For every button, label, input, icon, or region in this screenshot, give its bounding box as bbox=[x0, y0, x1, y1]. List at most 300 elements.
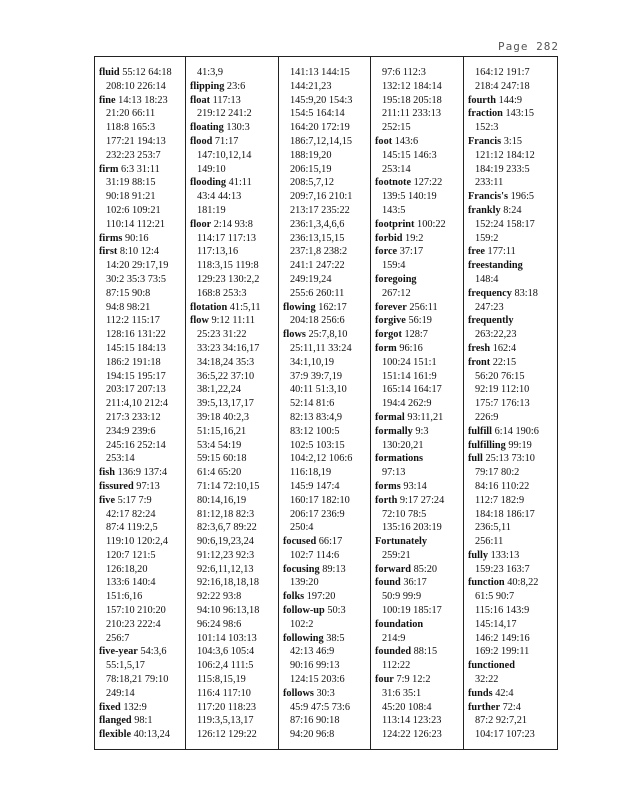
index-entry-continuation bbox=[468, 218, 554, 232]
index-term: flowing bbox=[283, 301, 316, 313]
index-entry-continuation bbox=[99, 383, 185, 397]
page-line-refs: 118:8 165:3 bbox=[106, 122, 156, 134]
index-entry-continuation bbox=[99, 673, 185, 687]
index-entry bbox=[375, 342, 461, 356]
index-entry-continuation bbox=[375, 107, 461, 121]
index-entry bbox=[190, 121, 276, 135]
page-line-refs: 91:12,23 92:3 bbox=[197, 549, 255, 561]
index-entry-continuation bbox=[283, 411, 369, 425]
page-line-refs: 159:2 bbox=[475, 232, 499, 244]
column-divider bbox=[370, 56, 371, 749]
page-line-refs: 41:11 bbox=[228, 177, 252, 189]
index-entry-continuation bbox=[283, 480, 369, 494]
index-entry-continuation bbox=[99, 508, 185, 522]
index-entry-continuation bbox=[190, 328, 276, 342]
index-entry-continuation bbox=[99, 149, 185, 163]
page-line-refs: 25:23 31:22 bbox=[197, 329, 247, 341]
page-line-refs: 23:6 bbox=[226, 80, 246, 92]
index-entry-continuation bbox=[375, 632, 461, 646]
index-term: fluid bbox=[99, 67, 120, 78]
page-line-refs: 234:9 239:6 bbox=[106, 425, 156, 437]
page-line-refs: 133:6 140:4 bbox=[106, 577, 156, 589]
index-term: firm bbox=[99, 163, 119, 175]
index-entry-continuation bbox=[468, 480, 554, 494]
page-line-refs: 219:12 241:2 bbox=[197, 108, 252, 120]
page-line-refs: 42:13 46:9 bbox=[290, 646, 335, 658]
index-entry-continuation bbox=[375, 508, 461, 522]
page-line-refs: 38:1,22,24 bbox=[197, 384, 242, 396]
index-entry-continuation bbox=[190, 687, 276, 701]
page-line-refs: 101:14 103:13 bbox=[197, 632, 257, 644]
index-entry-continuation bbox=[190, 149, 276, 163]
index-entry-continuation bbox=[99, 328, 185, 342]
index-entry-continuation bbox=[375, 94, 461, 108]
index-entry-continuation bbox=[283, 701, 369, 715]
index-entry-continuation bbox=[468, 618, 554, 632]
index-entry bbox=[99, 232, 185, 246]
page-line-refs: 116:4 117:10 bbox=[197, 687, 251, 699]
page-line-refs: 72:10 78:5 bbox=[382, 508, 427, 520]
page-line-refs: 36:5,22 37:10 bbox=[197, 370, 255, 382]
page-line-refs: 145:14,17 bbox=[475, 618, 517, 630]
page-line-refs: 152:3 bbox=[475, 122, 499, 134]
index-term: full bbox=[468, 453, 483, 465]
index-entry-continuation bbox=[190, 494, 276, 508]
index-entry-continuation bbox=[468, 535, 554, 549]
page-line-refs: 177:21 194:13 bbox=[106, 135, 166, 147]
index-entry-continuation bbox=[99, 107, 185, 121]
index-entry-continuation bbox=[99, 176, 185, 190]
page-line-refs: 100:19 185:17 bbox=[382, 605, 442, 617]
index-entry-continuation bbox=[190, 411, 276, 425]
page-line-refs: 42:17 82:24 bbox=[106, 508, 156, 520]
page-line-refs: 45:9 47:5 73:6 bbox=[290, 701, 351, 713]
index-entry bbox=[468, 245, 554, 259]
page-line-refs: 87:16 90:18 bbox=[290, 715, 340, 727]
index-entry-continuation bbox=[375, 397, 461, 411]
page-line-refs: 34:18,24 35:3 bbox=[197, 356, 255, 368]
page-line-refs: 84:16 110:22 bbox=[475, 480, 530, 492]
index-entry bbox=[99, 163, 185, 177]
index-entry bbox=[468, 314, 554, 328]
page-line-refs: 83:12 100:5 bbox=[290, 425, 340, 437]
page-line-refs: 206:15,19 bbox=[290, 163, 332, 175]
index-entry-continuation bbox=[99, 563, 185, 577]
index-entry-continuation bbox=[468, 714, 554, 728]
index-entry bbox=[375, 645, 461, 659]
page-line-refs: 71:14 72:10,15 bbox=[197, 480, 260, 492]
page-line-refs: 25:7,8,10 bbox=[308, 329, 348, 341]
index-term: four bbox=[375, 674, 394, 686]
page-line-refs: 78:18,21 79:10 bbox=[106, 674, 169, 686]
page-line-refs: 132:9 bbox=[123, 701, 147, 713]
index-term: flows bbox=[283, 329, 306, 341]
page-line-refs: 92:22 93:8 bbox=[197, 591, 242, 603]
page-line-refs: 102:2 bbox=[290, 618, 314, 630]
page-line-refs: 149:10 bbox=[197, 163, 226, 175]
page-line-refs: 145:15 146:3 bbox=[382, 149, 437, 161]
index-entry-continuation bbox=[283, 314, 369, 328]
index-entry-continuation bbox=[468, 66, 554, 80]
index-term: fully bbox=[468, 549, 489, 561]
page-line-refs: 217:3 233:12 bbox=[106, 411, 161, 423]
index-term: freestanding bbox=[468, 260, 523, 272]
page-line-refs: 145:9 147:4 bbox=[290, 480, 340, 492]
index-entry-continuation bbox=[99, 397, 185, 411]
index-term: flotation bbox=[190, 301, 228, 313]
page-line-refs: 38:5 bbox=[326, 632, 345, 644]
index-entry-continuation bbox=[190, 576, 276, 590]
page-line-refs: 37:17 bbox=[399, 246, 424, 258]
page-line-refs: 97:13 bbox=[382, 467, 406, 479]
index-entry-continuation bbox=[283, 107, 369, 121]
page-line-refs: 88:15 bbox=[413, 646, 438, 658]
page-line-refs: 72:4 bbox=[502, 701, 521, 713]
index-entry bbox=[468, 701, 554, 715]
index-term: forward bbox=[375, 563, 412, 575]
page-line-refs: 30:2 35:3 73:5 bbox=[106, 273, 167, 285]
page-line-refs: 61:4 65:20 bbox=[197, 467, 242, 479]
page-line-refs: 232:23 253:7 bbox=[106, 149, 161, 161]
index-term: fissured bbox=[99, 480, 134, 492]
column-divider bbox=[463, 56, 464, 749]
index-entry-continuation bbox=[468, 383, 554, 397]
index-term: found bbox=[375, 577, 401, 589]
page-line-refs: 237:1,8 238:2 bbox=[290, 246, 348, 258]
page-line-refs: 110:14 112:21 bbox=[106, 218, 166, 230]
page-line-refs: 90:6,19,23,24 bbox=[197, 536, 254, 548]
page-line-refs: 184:18 186:17 bbox=[475, 508, 535, 520]
index-entry bbox=[375, 563, 461, 577]
index-entry bbox=[283, 563, 369, 577]
page-line-refs: 34:1,10,19 bbox=[290, 356, 335, 368]
index-entry bbox=[99, 728, 185, 742]
index-term: follows bbox=[283, 687, 314, 699]
index-term: formations bbox=[375, 453, 424, 465]
page-line-refs: 144:9 bbox=[498, 94, 523, 106]
index-entry-continuation bbox=[283, 425, 369, 439]
index-term: float bbox=[190, 94, 211, 106]
index-entry-continuation bbox=[283, 714, 369, 728]
column-divider bbox=[278, 56, 279, 749]
index-entry bbox=[99, 714, 185, 728]
page-line-refs: 129:23 130:2,2 bbox=[197, 273, 260, 285]
page-line-refs: 94:8 98:21 bbox=[106, 301, 151, 313]
page-line-refs: 146:2 149:16 bbox=[475, 632, 530, 644]
index-entry-continuation bbox=[190, 659, 276, 673]
page-number: Page 282 bbox=[498, 40, 559, 53]
page-line-refs: 94:20 96:8 bbox=[290, 729, 335, 741]
index-entry bbox=[468, 287, 554, 301]
index-entry-continuation bbox=[283, 259, 369, 273]
index-term: foot bbox=[375, 135, 393, 147]
page-line-refs: 259:21 bbox=[382, 549, 411, 561]
index-entry-continuation bbox=[375, 439, 461, 453]
page-line-refs: 41:3,9 bbox=[197, 67, 224, 78]
index-entry-continuation bbox=[283, 80, 369, 94]
index-entry-continuation bbox=[99, 521, 185, 535]
index-entry bbox=[283, 590, 369, 604]
index-entry bbox=[468, 452, 554, 466]
page-line-refs: 61:5 90:7 bbox=[475, 591, 515, 603]
page-line-refs: 32:22 bbox=[475, 674, 499, 686]
page-line-refs: 124:15 203:6 bbox=[290, 674, 345, 686]
index-entry bbox=[283, 687, 369, 701]
index-entry-continuation bbox=[190, 356, 276, 370]
index-entry-continuation bbox=[99, 604, 185, 618]
index-entry-continuation bbox=[283, 452, 369, 466]
page-line-refs: 181:19 bbox=[197, 204, 226, 216]
index-term: fourth bbox=[468, 94, 497, 106]
index-entry-continuation bbox=[468, 121, 554, 135]
page-line-refs: 113:14 123:23 bbox=[382, 715, 442, 727]
index-entry-continuation bbox=[375, 66, 461, 80]
index-entry-continuation bbox=[283, 383, 369, 397]
index-entry bbox=[375, 480, 461, 494]
page-line-refs: 208:5,7,12 bbox=[290, 177, 335, 189]
index-entry-continuation bbox=[375, 149, 461, 163]
index-entry-continuation bbox=[468, 632, 554, 646]
index-entry-continuation bbox=[468, 508, 554, 522]
index-entry bbox=[190, 314, 276, 328]
page-line-refs: 139:20 bbox=[290, 577, 319, 589]
index-entry bbox=[190, 218, 276, 232]
index-entry-continuation bbox=[190, 452, 276, 466]
page-line-refs: 210:23 222:4 bbox=[106, 618, 161, 630]
page-line-refs: 211:4,10 212:4 bbox=[106, 398, 168, 410]
page-line-refs: 93:11,21 bbox=[407, 411, 444, 423]
index-entry-continuation bbox=[283, 163, 369, 177]
page-line-refs: 132:12 184:14 bbox=[382, 80, 442, 92]
index-entry-continuation bbox=[283, 508, 369, 522]
page-line-refs: 92:19 112:10 bbox=[475, 384, 530, 396]
index-entry bbox=[99, 466, 185, 480]
index-term: Fortunately bbox=[375, 536, 428, 548]
index-entry-continuation bbox=[283, 273, 369, 287]
page-line-refs: 59:15 60:18 bbox=[197, 453, 247, 465]
page-line-refs: 2:14 93:8 bbox=[213, 218, 253, 230]
page-line-refs: 186:7,12,14,15 bbox=[290, 135, 353, 147]
page-line-refs: 162:17 bbox=[318, 301, 347, 313]
index-term: foregoing bbox=[375, 273, 417, 285]
page-line-refs: 119:10 120:2,4 bbox=[106, 536, 168, 548]
page-line-refs: 121:12 184:12 bbox=[475, 149, 535, 161]
index-entry bbox=[468, 94, 554, 108]
index-entry-continuation bbox=[99, 632, 185, 646]
index-entry-continuation bbox=[468, 397, 554, 411]
index-entry-continuation bbox=[190, 163, 276, 177]
page-line-refs: 256:7 bbox=[106, 632, 130, 644]
index-entry-continuation bbox=[468, 494, 554, 508]
index-entry-continuation bbox=[190, 425, 276, 439]
index-entry bbox=[375, 618, 461, 632]
page-line-refs: 213:17 235:22 bbox=[290, 204, 350, 216]
index-entry-continuation bbox=[283, 190, 369, 204]
page-line-refs: 97:13 bbox=[136, 480, 160, 492]
page-line-refs: 106:2,4 111:5 bbox=[197, 660, 254, 672]
index-entry bbox=[468, 190, 554, 204]
page-line-refs: 8:24 bbox=[503, 204, 522, 216]
index-term: functioned bbox=[468, 660, 515, 672]
page-line-refs: 250:4 bbox=[290, 522, 314, 534]
page-line-refs: 152:24 158:17 bbox=[475, 218, 535, 230]
index-entry bbox=[283, 535, 369, 549]
index-entry-continuation bbox=[99, 659, 185, 673]
index-entry-continuation bbox=[468, 273, 554, 287]
page-line-refs: 130:3 bbox=[226, 122, 250, 134]
page-line-refs: 83:18 bbox=[514, 287, 538, 299]
index-term: front bbox=[468, 356, 491, 368]
index-term: fixed bbox=[99, 701, 121, 713]
index-entry bbox=[468, 659, 554, 673]
index-entry bbox=[190, 94, 276, 108]
index-entry bbox=[99, 480, 185, 494]
index-entry-continuation bbox=[190, 232, 276, 246]
index-entry-continuation bbox=[468, 163, 554, 177]
index-entry-continuation bbox=[375, 466, 461, 480]
index-term: follow-up bbox=[283, 605, 325, 617]
index-entry-continuation bbox=[99, 259, 185, 273]
index-term: flanged bbox=[99, 715, 132, 727]
page-line-refs: 50:9 99:9 bbox=[382, 591, 422, 603]
index-column-1 bbox=[99, 66, 185, 742]
index-term: flexible bbox=[99, 729, 132, 741]
index-entry bbox=[375, 273, 461, 287]
index-entry-continuation bbox=[190, 549, 276, 563]
index-term: forgive bbox=[375, 315, 406, 327]
index-term: fish bbox=[99, 467, 116, 479]
index-entry bbox=[283, 632, 369, 646]
index-entry-continuation bbox=[468, 149, 554, 163]
index-entry-continuation bbox=[375, 190, 461, 204]
index-entry-continuation bbox=[190, 342, 276, 356]
page-line-refs: 8:10 12:4 bbox=[119, 246, 160, 258]
index-entry-continuation bbox=[283, 342, 369, 356]
index-term: floating bbox=[190, 122, 224, 134]
index-entry-continuation bbox=[375, 714, 461, 728]
index-entry bbox=[375, 452, 461, 466]
index-entry-continuation bbox=[468, 563, 554, 577]
index-entry bbox=[190, 135, 276, 149]
page-line-refs: 162:4 bbox=[492, 342, 517, 354]
index-entry bbox=[375, 535, 461, 549]
index-entry-continuation bbox=[283, 521, 369, 535]
index-term: folks bbox=[283, 591, 305, 603]
index-entry-continuation bbox=[375, 604, 461, 618]
index-entry bbox=[468, 549, 554, 563]
page-line-refs: 115:8,15,19 bbox=[197, 674, 246, 686]
page-line-refs: 147:10,12,14 bbox=[197, 149, 252, 161]
page-line-refs: 96:16 bbox=[399, 342, 423, 354]
index-term: founded bbox=[375, 646, 412, 658]
index-entry bbox=[375, 232, 461, 246]
page-line-refs: 130:20,21 bbox=[382, 439, 424, 451]
index-entry-continuation bbox=[99, 535, 185, 549]
index-entry-continuation bbox=[99, 80, 185, 94]
page-line-refs: 66:17 bbox=[318, 536, 343, 548]
index-entry-continuation bbox=[190, 701, 276, 715]
page-line-refs: 245:16 252:14 bbox=[106, 439, 166, 451]
index-entry-continuation bbox=[375, 80, 461, 94]
page-line-refs: 252:15 bbox=[382, 122, 411, 134]
page-line-refs: 218:4 247:18 bbox=[475, 80, 530, 92]
index-entry-continuation bbox=[190, 563, 276, 577]
index-entry bbox=[375, 328, 461, 342]
index-entry bbox=[375, 176, 461, 190]
page-line-refs: 169:2 199:11 bbox=[475, 646, 530, 658]
page-line-refs: 54:3,6 bbox=[140, 646, 167, 658]
page-line-refs: 204:18 256:6 bbox=[290, 315, 345, 327]
page-line-refs: 145:9,20 154:3 bbox=[290, 94, 353, 106]
index-entry-continuation bbox=[190, 190, 276, 204]
page-line-refs: 82:3,6,7 89:22 bbox=[197, 522, 257, 534]
page-line-refs: 99:19 bbox=[508, 439, 532, 451]
index-entry bbox=[375, 135, 461, 149]
index-entry-continuation bbox=[99, 273, 185, 287]
index-entry-continuation bbox=[283, 149, 369, 163]
index-entry-continuation bbox=[468, 728, 554, 742]
index-entry-continuation bbox=[375, 659, 461, 673]
page-line-refs: 55:1,5,17 bbox=[106, 660, 145, 672]
page-line-refs: 31:6 35:1 bbox=[382, 687, 422, 699]
page-line-refs: 25:11,11 33:24 bbox=[290, 342, 352, 354]
page-line-refs: 126:12 129:22 bbox=[197, 729, 257, 741]
index-entry-continuation bbox=[190, 521, 276, 535]
index-entry-continuation bbox=[283, 576, 369, 590]
index-entry-continuation bbox=[190, 259, 276, 273]
index-term: funds bbox=[468, 687, 493, 699]
index-entry bbox=[468, 204, 554, 218]
index-entry bbox=[468, 425, 554, 439]
index-term: formal bbox=[375, 411, 405, 423]
index-entry bbox=[375, 301, 461, 315]
page-line-refs: 40:11 51:3,10 bbox=[290, 384, 347, 396]
index-entry-continuation bbox=[468, 645, 554, 659]
page-line-refs: 143:6 bbox=[394, 135, 419, 147]
page-line-refs: 52:14 81:6 bbox=[290, 398, 335, 410]
index-entry-continuation bbox=[468, 301, 554, 315]
index-term: fresh bbox=[468, 342, 491, 354]
page-line-refs: 157:10 210:20 bbox=[106, 605, 166, 617]
index-entry-continuation bbox=[99, 549, 185, 563]
page-line-refs: 93:14 bbox=[403, 480, 427, 492]
index-entry-continuation bbox=[190, 480, 276, 494]
page-line-refs: 82:13 83:4,9 bbox=[290, 411, 343, 423]
index-entry-continuation bbox=[283, 176, 369, 190]
page-line-refs: 31:19 88:15 bbox=[106, 177, 156, 189]
index-entry bbox=[99, 701, 185, 715]
page-line-refs: 102:7 114:6 bbox=[290, 549, 340, 561]
index-entry-continuation bbox=[283, 645, 369, 659]
index-term: flood bbox=[190, 135, 213, 147]
page-line-refs: 90:16 bbox=[125, 232, 149, 244]
index-entry-continuation bbox=[283, 204, 369, 218]
index-entry-continuation bbox=[283, 494, 369, 508]
page-line-refs: 197:20 bbox=[306, 591, 336, 603]
index-entry bbox=[283, 604, 369, 618]
page-line-refs: 143:5 bbox=[382, 204, 406, 216]
page-line-refs: 188:19,20 bbox=[290, 149, 332, 161]
index-entry-continuation bbox=[375, 356, 461, 370]
page-line-refs: 253:14 bbox=[106, 453, 135, 465]
page-line-refs: 90:18 91:21 bbox=[106, 191, 156, 203]
index-term: further bbox=[468, 701, 501, 713]
index-term: following bbox=[283, 632, 324, 644]
page-line-refs: 6:14 190:6 bbox=[494, 425, 539, 437]
index-entry-continuation bbox=[375, 287, 461, 301]
page-line-refs: 144:21,23 bbox=[290, 80, 332, 92]
index-entry bbox=[468, 687, 554, 701]
